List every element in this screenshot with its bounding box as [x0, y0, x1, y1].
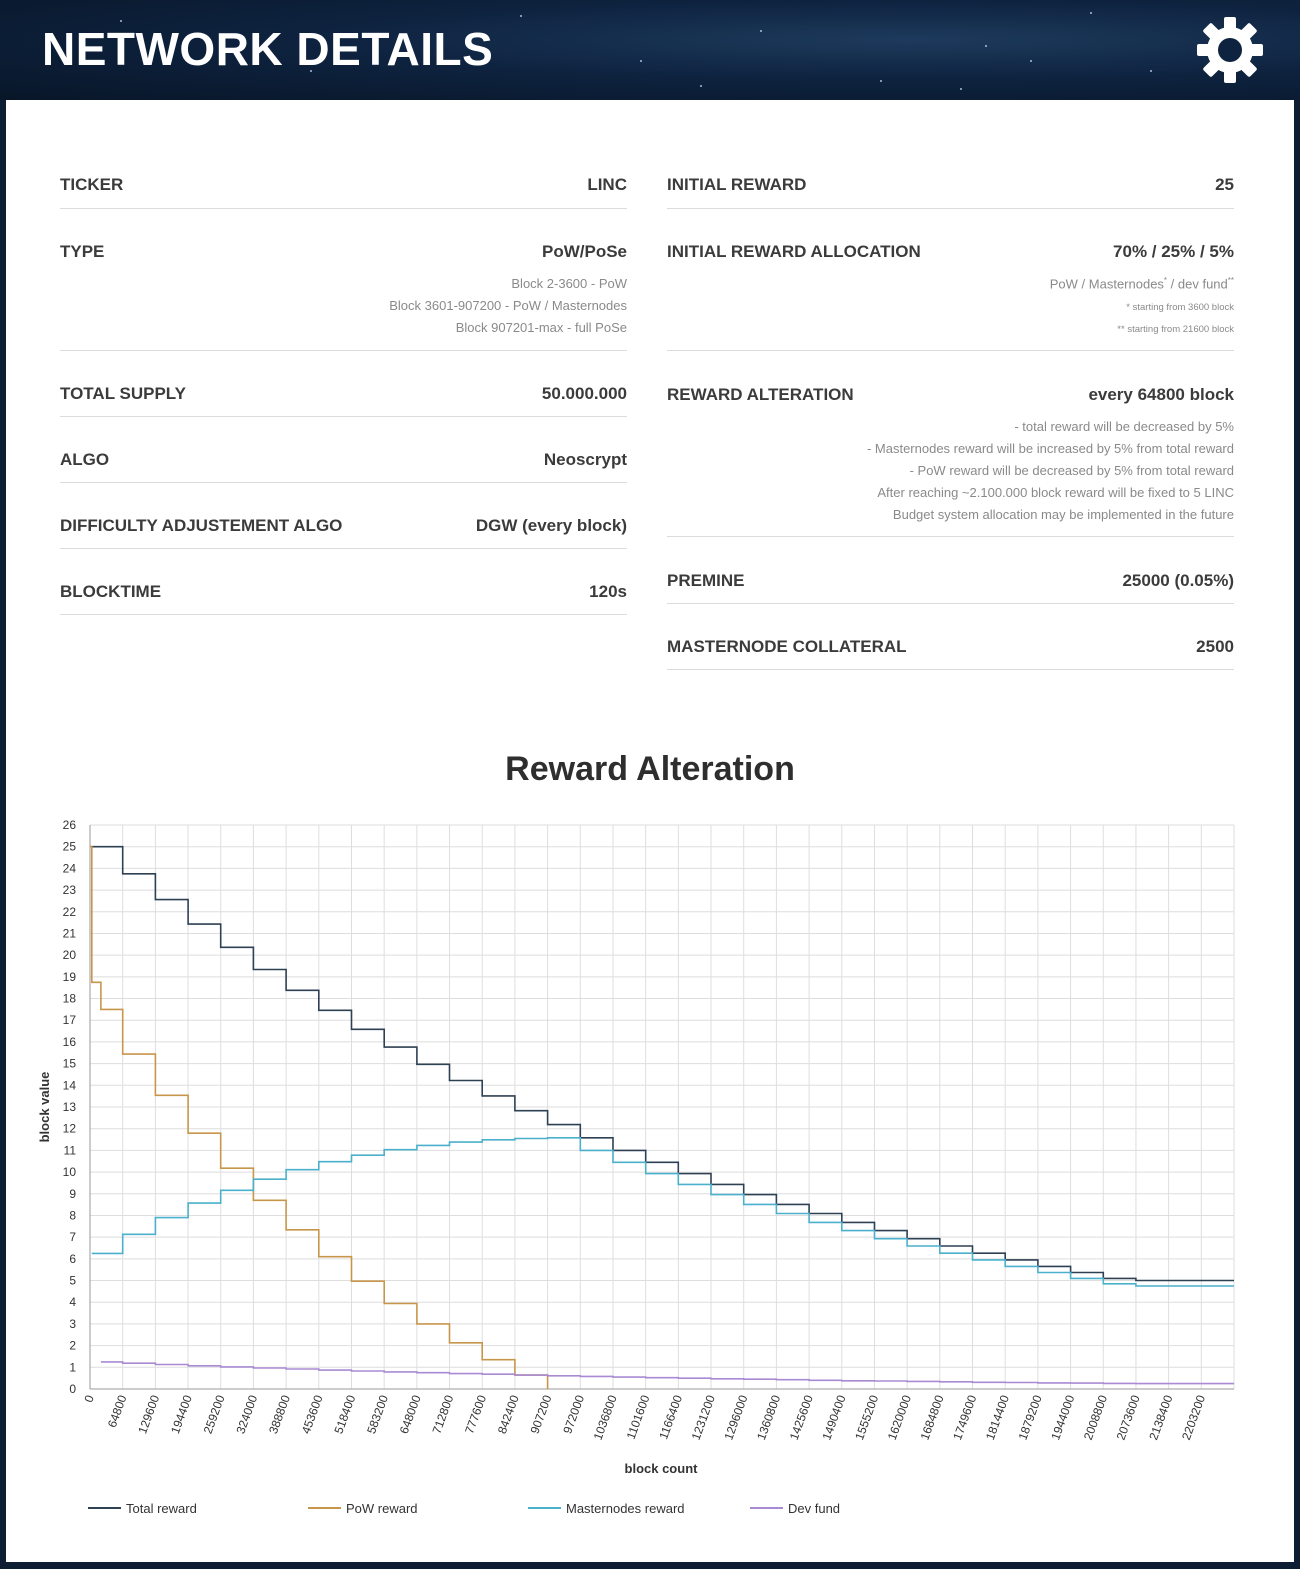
y-tick-label: 9	[69, 1186, 76, 1201]
y-tick-label: 24	[62, 861, 76, 876]
x-tick-label: 2203200	[1178, 1393, 1209, 1442]
x-tick-label: 259200	[200, 1393, 228, 1436]
x-tick-label: 2008800	[1080, 1393, 1111, 1442]
series-line-dev-fund	[101, 1362, 1234, 1384]
difficulty-value: DGW (every block)	[475, 516, 627, 535]
premine-row	[667, 571, 1234, 604]
details-panel	[6, 100, 1294, 1562]
legend-label: Masternodes reward	[566, 1501, 685, 1516]
type-label: TYPE	[60, 242, 105, 261]
alteration-label: REWARD ALTERATION	[667, 385, 854, 404]
y-tick-label: 13	[62, 1100, 76, 1114]
series-line-masternodes-reward	[92, 1138, 1234, 1286]
ticker-value: LINC	[587, 175, 627, 194]
x-tick-label: 1620000	[884, 1393, 914, 1442]
x-axis-label: block count	[624, 1461, 698, 1476]
x-tick-label: 1231200	[688, 1393, 718, 1442]
x-tick-label: 1490400	[819, 1393, 849, 1442]
x-tick-label: 64800	[104, 1393, 130, 1430]
initial-reward-value: 25	[1215, 175, 1234, 194]
x-tick-label: 1814400	[982, 1393, 1013, 1442]
ticker-label: TICKER	[60, 175, 124, 194]
difficulty-row	[60, 516, 627, 549]
allocation-note-sup-1: *	[1163, 276, 1168, 285]
x-tick-label: 453600	[298, 1393, 326, 1436]
alteration-row	[667, 385, 1234, 537]
y-tick-label: 17	[62, 1013, 76, 1028]
x-tick-label: 1879200	[1015, 1393, 1045, 1442]
x-tick-label: 2073600	[1113, 1393, 1143, 1442]
allocation-note	[1050, 276, 1234, 291]
x-tick-label: 388800	[266, 1393, 293, 1436]
x-tick-label: 648000	[396, 1393, 424, 1436]
x-tick-label: 1944000	[1048, 1393, 1078, 1442]
x-tick-label: 1166400	[656, 1393, 686, 1442]
legend-label: Dev fund	[788, 1501, 841, 1516]
allocation-label: INITIAL REWARD ALLOCATION	[667, 242, 921, 261]
alteration-value: every 64800 block	[1088, 385, 1234, 404]
legend-label: Total reward	[126, 1501, 197, 1516]
type-row	[60, 242, 627, 351]
y-tick-label: 4	[69, 1295, 76, 1310]
y-tick-label: 19	[62, 969, 76, 984]
y-tick-label: 14	[62, 1078, 76, 1093]
type-value: PoW/PoSe	[541, 242, 627, 261]
allocation-note-part-2: / dev fund	[1167, 276, 1228, 292]
reward-alteration-chart	[6, 800, 1294, 1560]
allocation-footnote-2: ** starting from 21600 block	[1117, 324, 1234, 335]
legend-label: PoW reward	[346, 1501, 418, 1516]
allocation-value: 70% / 25% / 5%	[1113, 242, 1234, 261]
x-tick-label: 907200	[527, 1393, 555, 1436]
y-tick-label: 8	[69, 1208, 76, 1223]
alteration-note-2: - Masternodes reward will be increased by 5% from total reward	[866, 441, 1234, 456]
blocktime-value: 120s	[589, 582, 627, 601]
x-tick-label: 777600	[462, 1393, 490, 1436]
allocation-row	[667, 242, 1234, 351]
total-supply-value: 50.000.000	[541, 384, 627, 403]
x-tick-label: 518400	[331, 1393, 359, 1436]
total-supply-label: TOTAL SUPPLY	[60, 384, 186, 403]
page-title: NETWORK DETAILS	[42, 23, 494, 75]
y-tick-label: 7	[69, 1230, 76, 1245]
allocation-footnote-1: * starting from 3600 block	[1126, 302, 1234, 313]
type-note-2: Block 3601-907200 - PoW / Masternodes	[389, 298, 627, 313]
y-tick-label: 1	[69, 1360, 76, 1375]
y-tick-label: 10	[62, 1165, 76, 1180]
alteration-note-1: - total reward will be decreased by 5%	[1014, 419, 1234, 434]
y-tick-label: 3	[69, 1316, 76, 1331]
algo-label: ALGO	[60, 450, 110, 469]
blocktime-label: BLOCKTIME	[60, 582, 162, 601]
x-tick-label: 1036800	[590, 1393, 620, 1442]
collateral-row	[667, 637, 1234, 670]
y-tick-label: 2	[69, 1338, 76, 1353]
y-tick-label: 0	[69, 1382, 76, 1396]
allocation-note-sup-2: **	[1227, 276, 1234, 285]
x-tick-label: 583200	[364, 1393, 391, 1436]
y-tick-label: 12	[62, 1121, 76, 1136]
y-tick-label: 20	[62, 948, 76, 963]
allocation-note-part-1: PoW / Masternodes	[1049, 276, 1164, 292]
x-tick-label: 1555200	[852, 1393, 882, 1442]
x-tick-label: 1101600	[623, 1393, 653, 1442]
alteration-note-4: After reaching ~2.100.000 block reward will be fixed to 5 LINC	[877, 485, 1234, 500]
collateral-value: 2500	[1196, 637, 1234, 656]
premine-label: PREMINE	[667, 571, 745, 590]
y-tick-label: 5	[69, 1273, 76, 1288]
initial-reward-row	[667, 175, 1234, 209]
y-tick-label: 18	[62, 991, 76, 1006]
type-note-3: Block 907201-max - full PoSe	[455, 320, 627, 335]
x-tick-label: 1296000	[721, 1393, 751, 1442]
x-tick-label: 1684800	[917, 1393, 947, 1442]
x-tick-label: 712800	[429, 1393, 457, 1436]
x-tick-label: 972000	[560, 1393, 588, 1436]
y-tick-label: 22	[62, 904, 76, 919]
x-tick-label: 1425600	[786, 1393, 816, 1442]
x-tick-label: 2138400	[1146, 1393, 1176, 1442]
total-supply-row	[60, 384, 627, 417]
blocktime-row	[60, 582, 627, 615]
type-note-1: Block 2-3600 - PoW	[511, 276, 627, 291]
x-tick-label: 1360800	[754, 1393, 784, 1442]
y-tick-label: 23	[62, 883, 76, 898]
y-tick-label: 15	[62, 1056, 76, 1071]
x-tick-label: 194400	[168, 1393, 195, 1436]
alteration-note-3: - PoW reward will be decreased by 5% from total reward	[909, 463, 1234, 478]
collateral-label: MASTERNODE COLLATERAL	[667, 637, 907, 656]
y-tick-label: 26	[62, 818, 76, 832]
x-tick-label: 324000	[233, 1393, 261, 1436]
y-tick-label: 16	[62, 1034, 76, 1049]
x-tick-label: 1749600	[950, 1393, 980, 1442]
chart-title: Reward Alteration	[505, 750, 795, 788]
ticker-row	[60, 175, 627, 209]
gear-icon[interactable]	[1196, 16, 1264, 84]
premine-value: 25000 (0.05%)	[1122, 571, 1234, 590]
x-tick-label: 842400	[494, 1393, 522, 1436]
algo-value: Neoscrypt	[543, 450, 627, 469]
alteration-note-5: Budget system allocation may be implemented in the future	[892, 507, 1234, 522]
header-banner	[0, 0, 1300, 100]
y-tick-label: 25	[62, 839, 76, 854]
difficulty-label: DIFFICULTY ADJUSTEMENT ALGO	[60, 516, 343, 535]
y-tick-label: 21	[62, 926, 76, 941]
initial-reward-label: INITIAL REWARD	[667, 175, 807, 194]
y-tick-label: 6	[69, 1251, 76, 1266]
x-tick-label: 129600	[135, 1393, 163, 1436]
y-axis-label: block value	[37, 1071, 52, 1143]
x-tick-label: 0	[81, 1393, 97, 1405]
y-tick-label: 11	[63, 1143, 76, 1158]
algo-row	[60, 450, 627, 483]
